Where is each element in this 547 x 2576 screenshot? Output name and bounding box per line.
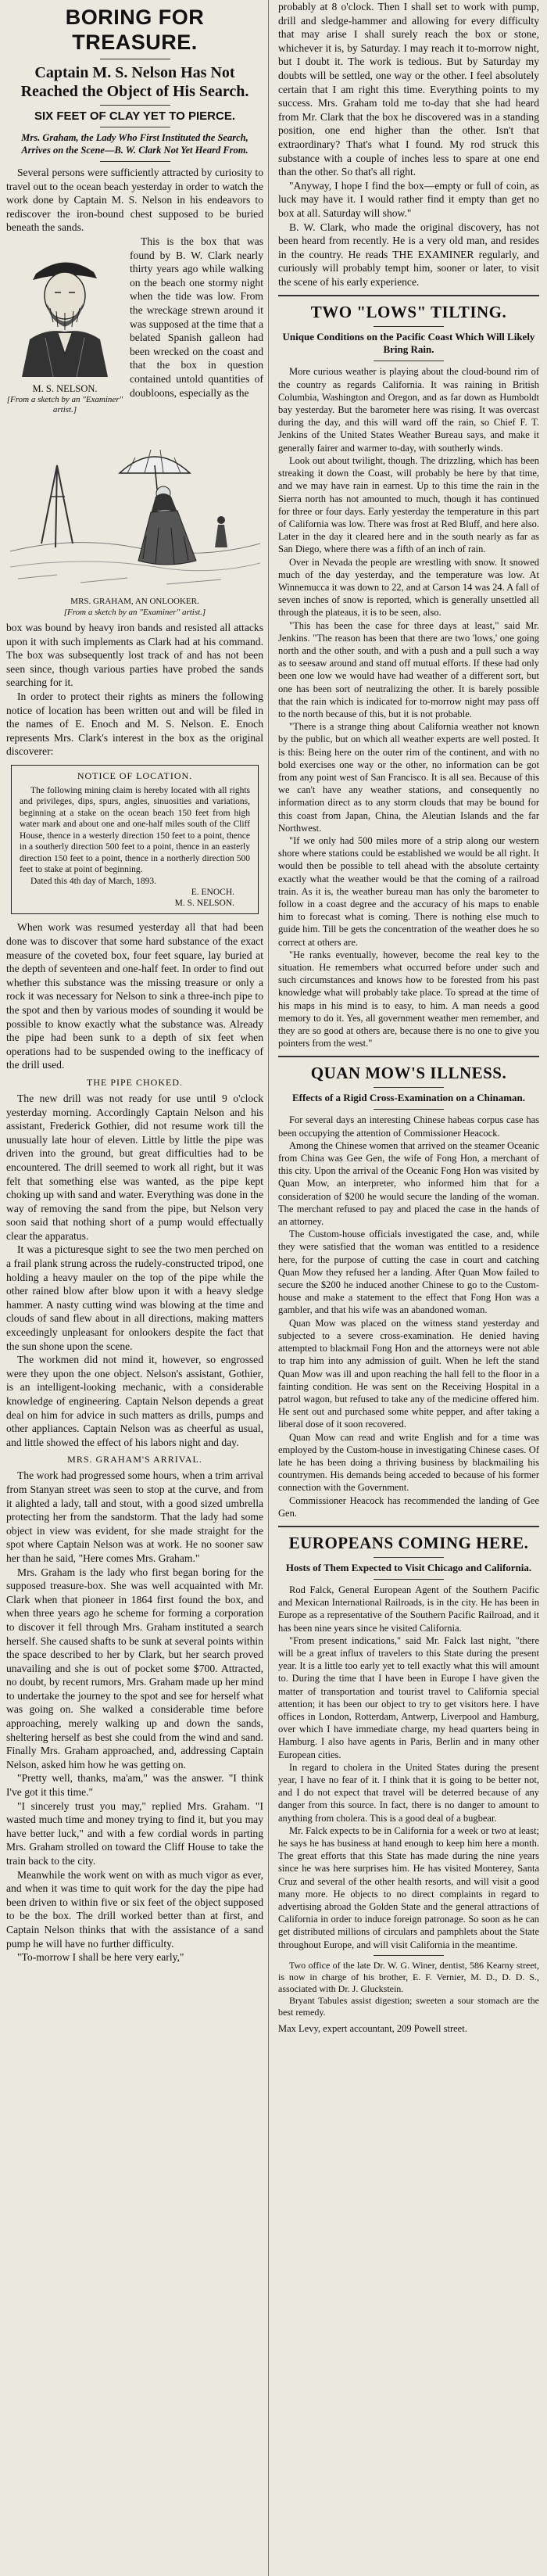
right-column <box>277 0 539 2576</box>
body-paragraph: Quan Mow can read and write English and for a time was employed by the Custom-house in investigating Chinese cases. Of late he has been doing a thriving business by blackmailing his countrymen. His demands being acceded to because of his former connection with the Government. <box>278 1431 539 1494</box>
body-paragraph: "He ranks eventually, however, become the real key to the situation. He remembers what occurred before under such and such circumstances and knows how to be forested from his past knowledge what will probably take place. To spread at the time of his maps in his mind is to easy, to him. A man needs a good memory to do it. Yes, all government weather men remember, and they are so good at others are, because there is no one to give you pointers from the west." <box>278 949 539 1049</box>
body-paragraph: The workmen did not mind it, however, so engrossed were they upon the one object. Nelson's assistant, Gothier, is an intelligent-looking mechanic, with a considerable knowledge of engineering. Captain Nelson depends a great deal on him for advice in such matters as drills, pumps and other appliances. Captain Nelson was as cheerful as usual, and little showed the effect of his labors night and day. <box>6 1354 263 1448</box>
subhead-pipe-choked: THE PIPE CHOKED. <box>87 1076 183 1088</box>
body-paragraph: "Pretty well, thanks, ma'am," was the answer. "I think I've got it this time." <box>6 1772 263 1799</box>
deck-3: Mrs. Graham, the Lady Who First Instituted the Search, Arrives on the Scene—B. W. Clark Not Yet Heard From. <box>21 132 248 156</box>
body-paragraph: "From present indications," said Mr. Falck last night, "there will be a great influx of travelers to this State during the present year. It is a little too early yet to tell exactly what this will amount to. During the time that I have been in Europe I have given the matter of transportation and tourist travel to California special attention; it has been our object to try to get visitors here. I have offices in London, Rotterdam, Antwerp, Liverpool and Hamburg, over which I have immediate charge, my head quarters being in Hamburg. I also have agents in Paris, Berlin and in many other European cities. <box>278 1634 539 1760</box>
body-paragraph: The work had progressed some hours, when a trim arrival from Stanyan street was seen to stop at the curve, and from it alighted a lady, tall and stout, with a good sized umbrella protecting her from the sandstorm. That the lady had some object in view was evident, for she made straight for the spot where Captain Nelson was at work. He no sooner saw her than he said, "Here comes Mrs. Graham." <box>6 1469 263 1564</box>
notice-title: NOTICE OF LOCATION. <box>77 770 193 781</box>
footer-line: Max Levy, expert accountant, 209 Powell street. <box>278 2022 467 2034</box>
body-paragraph: The new drill was not ready for use until 9 o'clock yesterday morning. Accordingly Captain Nelson and his assistant, Frederick Gothier, did not resume work till the unusually late hour of eleven. Little by little the pipe was driven into the ground, but great difficulties had to be encountered. The drill seemed to work all right, but it was felt that something else was wanted, as the pipe kept choking up with sand and water. Everything was done in the way of removing the sand from the pipe, but Nelson very soon said that nothing short of a pump would effectually clear the apparatus. <box>6 1092 263 1242</box>
body-paragraph: box was bound by heavy iron bands and resisted all attacks upon it with such implements as Clark had at his command. The box was subsequently lost track of and has not been seen since, though various parties have probed the sands searching for it. <box>6 621 263 689</box>
deck-lows: Unique Conditions on the Pacific Coast Which Will Likely Bring Rain. <box>282 331 535 356</box>
body-paragraph: More curious weather is playing about the cloud-bound rim of the country as regards California. It was raining in British Columbia, Washington and Oregon, and as far down as Humboldt bay yesterday. But the barometer here was rising. It was overcast during the day, and this will ward off the rain, so Chief F. T. Jenkins of the United States Weather Bureau says, and make it generally fairer and warmer to-day, with southerly winds. <box>278 366 539 454</box>
deck-2: SIX FEET OF CLAY YET TO PIERCE. <box>34 109 235 123</box>
notice-paragraph: Two office of the late Dr. W. G. Winer, dentist, 586 Kearny street, is now in charge of his brother, E. F. Vernier, M. D., D. D. S., associated with Dr. J. Gluckstein. <box>278 1959 539 1994</box>
portrait-illustration <box>6 236 123 377</box>
headline-boring: BORING FOR TREASURE. <box>65 5 205 54</box>
boring-continued <box>278 0 539 289</box>
quan-mow-article <box>278 1064 539 1519</box>
rule <box>100 105 170 106</box>
body-paragraph: Commissioner Heacock has recommended the landing of Gee Gen. <box>278 1494 539 1519</box>
body-paragraph: When work was resumed yesterday all that had been done was to discover that some hard substance of the exact measure of the coveted box, four feet square, lay buried at the depth of seventeen and one-half feet. In order to find out whether this substance was the missing treasure or only a rock it was necessary for Nelson to sink a three-inch pipe to the spot and then by various modes of sounding it would be possible to know exactly what the substance was. Already the pipe had been sunk to a depth of six feet when operations had to be suspended owing to the inefficacy of the drill used. <box>6 921 263 1071</box>
body-paragraph: "This has been the case for three days at least," said Mr. Jenkins. "The reason has been that there are two 'lows,' one going north and the other south, and with a push and a pull such a way as to seesaw around and stand off mutual efforts. If these had only been one low we would have had weather of a different sort, but one has been sort of neutralizing the other. It is barely possible that the rain which is indicated for to-morrow night may pass off to the north because of this, but it is not probable. <box>278 619 539 719</box>
body-paragraph: In regard to cholera in the United States during the present year, I have no fear of it. I think that it is going to be better not, and I do not expect that travel will be deterred because of any danger from this source. In fact, there is no danger to amount to anything from cholera. This is a good deal of a bugbear. <box>278 1761 539 1824</box>
body-paragraph: "To-morrow I shall be here very early," <box>17 1951 184 1964</box>
portrait-caption: [From a sketch by an "Examiner" artist.] <box>6 394 123 414</box>
notice-paragraph: Bryant Tabules assist digestion; sweeten a sour stomach are the best remedy. <box>278 1994 539 2018</box>
divider <box>278 1056 539 1057</box>
sketch-caption-1: MRS. GRAHAM, AN ONLOOKER. <box>70 596 199 606</box>
boring-article <box>6 5 263 1964</box>
body-paragraph: This is the box that was found by B. W. Clark nearly thirty years ago while walking on the beach one stormy night when the tide was low. From the wreckage strewn around it was supposed at the time that a belated Spanish galleon had been wrecked on the coast and that the box in question contained untold quantities of doubloons, especially as the <box>130 235 263 399</box>
divider <box>278 295 539 296</box>
europeans-article <box>278 1534 539 2035</box>
body-paragraph: It was a picturesque sight to see the two men perched on a frail plank strung across the rudely-constructed tripod, one holding a heavy mauler on the top of the pipe while the other rained blow after blow upon it with a heavy sledge hammer. A nasty cutting wind was blowing at the time and clouds of sand flew about in all directions, making matters exceedingly unpleasant for onlookers despite the fact that the sun shone upon the scene. <box>6 1243 263 1352</box>
body-paragraph: "I sincerely trust you may," replied Mrs. Graham. "I wasted much time and money trying to find it, but you may have better luck," and with a few cordial words in parting Mrs. Graham strolled on toward the Cliff House to take the train back to the city. <box>6 1799 263 1867</box>
sketch-caption-2: [From a sketch by an "Examiner" artist.] <box>63 607 206 617</box>
portrait-name: M. S. NELSON. <box>32 382 98 394</box>
body-paragraph: Meanwhile the work went on with as much vigor as ever, and when it was time to quit work for the day the pipe had been driven to within five or six feet of the object supposed to be the box. The drill worked better than at first, and Captain Nelson thinks that with the assistance of a sand pump he will have no further difficulty. <box>6 1868 263 1950</box>
body-paragraph: Mrs. Graham is the lady who first began boring for the supposed treasure-box. She was well acquainted with Mr. Clark when that pioneer in 1864 first found the box, and when three years ago he scheme for forming a corporation to discover it fell through Mrs. Graham instituted a search herself. She caused shafts to be sunk at several points within the space described to her by Clark, but her search proved unavailing and she is out of pocket some $700. Attracted, no doubt, by recent rumors, Mrs. Graham made up her mind to undertake the journey to the spot and see for herself what was going on. She walked a considerable time before approaching, merely walking up and down the sands, sheltering herself as best she could from the wind and sand. Finally Mrs. Graham approached, and, addressing Captain Nelson, asked him how he was getting on. <box>6 1566 263 1771</box>
rule <box>374 1087 444 1088</box>
body-paragraph: Quan Mow was placed on the witness stand yesterday and subjected to a severe cross-examination. He denied having attempted to blackmail Fong Hon and the attorneys were not able to trap him into any admission of guilt. When he left the stand Quan Mow was ill and upon reaching the hall fell to the floor in a fainting condition. He was sent on the Receiving Hospital in a patrol wagon, but refused to take any of the medicine offered him. He sent out and purchased some white pepper, and after taking a liberal dose of it soon recovered. <box>278 1317 539 1430</box>
notice-text: The following mining claim is hereby located with all rights and privileges, dips, spurs, angles, sinuosities and variations, beginning at a stake on the ocean beach 150 feet from high water mark and about one and one-half miles south of the Cliff House, thence in a westerly direction 150 feet to a point, thence in a southerly direction 500 feet to a point, thence in an easterly direction 150 feet to a point, thence in a northerly direction 500 feet to stake at point of beginning. <box>20 785 250 875</box>
notice-signature-1: E. ENOCH. <box>191 888 234 898</box>
rule <box>100 161 170 162</box>
notice-box <box>11 765 259 915</box>
body-paragraph: For several days an interesting Chinese habeas corpus case has been occupying the attention of Commissioner Heacock. <box>278 1114 539 1139</box>
body-paragraph: "There is a strange thing about California weather not known by the public, but on which all weather experts are well posted. It is this: Being here on the outer rim of the continent, and with no bold exercises one way or the other, no information can be got from any point west of San Francisco. It is all sea. Because of this we can't have any weather stations, and consequently no information direct as to any storm clouds that may be bound for this coast from Japan, China, the Aleutian Islands and the far Northwest. <box>278 721 539 834</box>
lows-article <box>278 303 539 1049</box>
portrait-figure <box>6 236 123 415</box>
body-paragraph: "If we only had 500 miles more of a strip along our western shore where stations could be established we would be all right. It would then be possible to tell ahead with the absolute certainty exactly what the weather would be that the coming of a railroad train. As it is, the weather bureau man has only the barometer to follow in a coast degree and the accuracy of his maps to enable him to forecast what is coming. There is nothing else much to guide him. Till be gets the concentration of the weather does he so correct at others are. <box>278 834 539 948</box>
subhead-mrs-graham: MRS. GRAHAM'S ARRIVAL. <box>67 1454 202 1466</box>
body-paragraph: B. W. Clark, who made the original discovery, has not been heard from recently. He is a very old man, and resides in the country. He reads THE EXAMINER regularly, and curiously will probably tempt him, sooner or later, to visit the scene of his early experience. <box>278 221 539 288</box>
headline-europeans: EUROPEANS COMING HERE. <box>288 1533 529 1552</box>
body-paragraph: "Anyway, I hope I find the box—empty or full of coin, as luck may have it. I would rather find it empty than get no box at all. Saturday will show." <box>278 179 539 219</box>
rule <box>374 1579 444 1580</box>
rule <box>374 326 444 327</box>
notice-date: Dated this 4th day of March, 1893. <box>30 876 156 886</box>
mrs-graham-sketch <box>10 418 260 592</box>
rule <box>374 1955 444 1956</box>
deck-europeans: Hosts of Them Expected to Visit Chicago and California. <box>285 1561 532 1573</box>
body-paragraph: Among the Chinese women that arrived on the steamer Oceanic from China was Gee Gen, the wife of Fong Hon, a merchant of this city. Upon the arrival of the Oceanic Fong Hon was visited by Quan Mow, an interpreter, who informed him that for a consideration of $200 he would secure the landing of the woman. The merchant refused to pay and placed the case in the hands of an attorney. <box>278 1139 539 1228</box>
headline-quan-mow: QUAN MOW'S ILLNESS. <box>310 1064 507 1083</box>
notice-signature-2: M. S. NELSON. <box>174 899 234 909</box>
body-paragraph: In order to protect their rights as miners the following notice of location has been written out and will be filed in the names of E. Enoch and M. S. Nelson. E. Enoch represents Mrs. Clark's interest in the box as the original discoverer: <box>6 690 263 758</box>
sketch-figure <box>6 418 263 618</box>
rule <box>374 1109 444 1110</box>
divider <box>278 1526 539 1527</box>
rule <box>374 1557 444 1558</box>
body-paragraph: The Custom-house officials investigated the case, and, while they were satisfied that the woman was entitled to a residence here, for the purpose of cutting the case in court and catching Quan Mow they refused her a landing. After Quan Mow failed to secure the $200 he induced another Chinese to go to the Custom-house and make a statement to the effect that Fong Hon was a gambler, and that his wife was an abandoned woman. <box>278 1229 539 1316</box>
deck-quan-mow: Effects of a Rigid Cross-Examination on a Chinaman. <box>291 1092 526 1104</box>
headline-lows: TWO "LOWS" TILTING. <box>310 303 507 322</box>
body-paragraph: Rod Falck, General European Agent of the Southern Pacific and Mexican International Railroads, is in the city. He has been in Europe as a representative of the Southern Pacific Railroad, and it has been nine years since he visited California. <box>278 1584 539 1634</box>
body-paragraph: Several persons were sufficiently attracted by curiosity to travel out to the ocean beach yesterday in order to watch the work done by Captain M. S. Nelson in his endeavors to rediscover the iron-bound chest supposed to be buried beneath the sands. <box>6 167 263 234</box>
body-paragraph: Look out about twilight, though. The drizzling, which has been streaking it down the Coast, will probably be here by that time, and we may have rain in earnest. Up to this time the rain in the Sierra north has not amounted to much, though it has continued for three or four days. Early yesterday the temperature in this part of California was low. There was frost at Red Bluff, and here also. Later in the day it cleared here and in the south nearly as far as San Diego, where there was a fifth of an inch of rain. <box>278 454 539 555</box>
deck-1: Captain M. S. Nelson Has Not Reached the Object of His Search. <box>20 64 249 100</box>
body-paragraph: probably at 8 o'clock. Then I shall set to work with pump, drill and sledge-hammer and allowing for every difficulty that may arise I shall surely reach the box or stone, whichever it is, by Saturday. I may reach it to-morrow night, but I doubt it. The work is tedious. But by Saturday my doubts will be settled, one way or the other. I feel absolutely certain that I am right this time. Everything points to my success. Mrs. Graham told me to-day that she had heard from Mr. Clark that the box he discovered was in a standing position, one end higher than the other. Isn't that extraordinary? That's what I found. My rod struck this substance with a couple of inches less to spare at one end than the other. So that's all right. <box>278 1 539 178</box>
left-column <box>6 0 269 2576</box>
body-paragraph: Mr. Falck expects to be in California for a week or two at least; he says he has business at hand enough to keep him here a month. The great efforts that this State has made during the nine years since he was here surprises him. He has visited Monterey, Santa Cruz and several of the other health resorts, and will visit a good many more. He objects to no direct complaints in regard to advertising abroad the Golden State and the general attractions of California in order to induce foreign patronage. So soon as he can get distributed millions of circulars and pamphlets about the State throughout Europe, and will visit California in the meantime. <box>278 1824 539 1950</box>
body-paragraph: Over in Nevada the people are wrestling with snow. It snowed much of the day yesterday, and the temperature was low. At Winnemucca it was down to 22, and at Carson 14 was 24. A fall of seven inches of snow is reported, which is generally unsettled all through the plateaus, it is to be seen, also. <box>278 556 539 619</box>
